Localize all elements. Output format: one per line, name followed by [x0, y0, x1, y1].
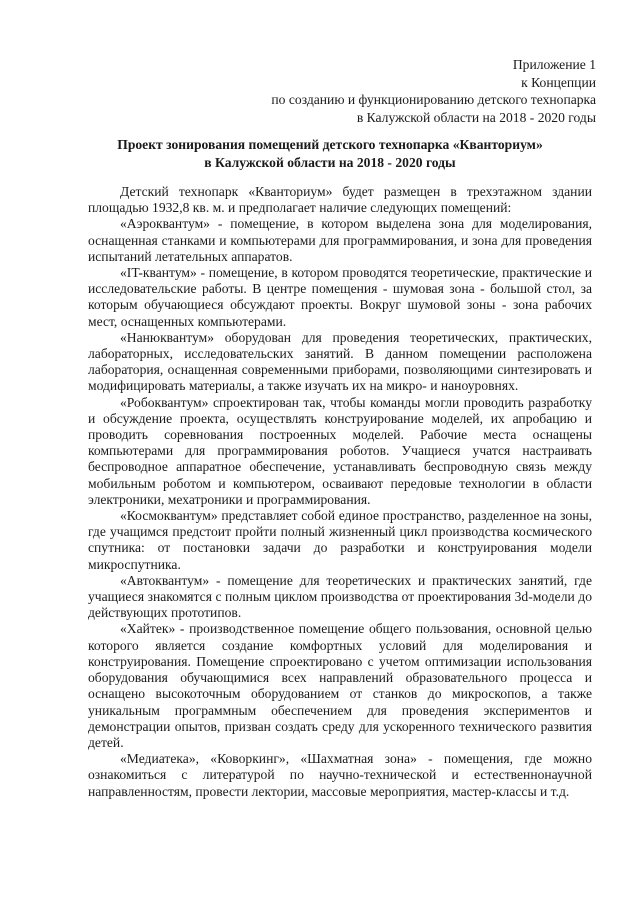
paragraph-cosmoquantum: «Космоквантум» представляет собой единое пространство, разделенное на зоны, где учащимся предстоит пройти полный жизненный цикл производства космического спутника: от постановки задачи до разработки и конструирования модели микроспутника.	[88, 508, 592, 572]
appendix-line-4: в Калужской области на 2018 - 2020 годы	[356, 109, 596, 125]
paragraph-autoquantum: «Автоквантум» - помещение для теоретических и практических занятий, где учащиеся знакомятся с полным циклом производства от проектирования 3d-модели до действующих прототипов.	[88, 572, 592, 621]
paragraph-hitech: «Хайтек» - производственное помещение общего пользования, основной целью которого является создание комфортных условий для моделирования и конструирования. Помещение спроектировано с учетом оптимизации использования оборудования обучающимися всех направлений образовательного процесса и оснащено высокоточным оборудованием от станков до микроскопов, а также уникальным программным обеспечением для проведения экспериментов и демонстрации опытов, призван создать среду для ускоренного технического развития детей.	[88, 621, 592, 750]
title-line-2: в Калужской области на 2018 - 2020 годы	[204, 154, 456, 170]
appendix-line-2: к Концепции	[521, 74, 596, 90]
title-line-1: Проект зонирования помещений детского технопарка «Кванториум»	[117, 137, 543, 152]
document-body	[88, 184, 592, 800]
appendix-line-1: Приложение 1	[512, 57, 596, 72]
appendix-header	[176, 56, 596, 126]
paragraph-it-quantum: «IT-квантум» - помещение, в котором проводятся теоретические, практические и исследовательские работы. В центре помещения - шумовая зона - большой стол, за которым обучающиеся обсуждают проекты. Вокруг шумовой зоны - зона рабочих мест, оснащенных компьютерами.	[88, 265, 592, 329]
paragraph-media-library: «Медиатека», «Коворкинг», «Шахматная зона» - помещения, где можно ознакомиться с литературой по научно-технической и естественнонаучной направленностям, провести лектории, массовые мероприятия, мастер-классы и т.д.	[88, 751, 592, 799]
paragraph-nanoquantum: «Нанюквантум» оборудован для проведения теоретических, практических, лабораторных, исследовательских занятий. В данном помещении расположена лаборатория, оснащенная современными приборами, позволяющими синтезировать и модифицировать материалы, а также изучать их на микро- и наноуровнях.	[88, 329, 592, 394]
paragraph-aeroquantum: «Аэроквантум» - помещение, в котором выделена зона для моделирования, оснащенная станками и компьютерами для программирования, и зона для проведения испытаний летательных аппаратов.	[88, 216, 592, 264]
paragraph-intro: Детский технопарк «Кванториум» будет размещен в трехэтажном здании площадью 1932,8 кв. м. и предполагает наличие следующих помещений:	[88, 184, 592, 216]
appendix-line-3: по созданию и функционированию детского технопарка	[271, 92, 596, 108]
document-title	[70, 136, 590, 171]
paragraph-roboquantum: «Робоквантум» спроектирован так, чтобы команды могли проводить разработку и обсуждение проекта, осуществлять конструирование моделей, их апробацию и проводить соревнования построенных моделей. Рабочие места оснащены компьютерами для программирования роботов. Учащиеся учатся настраивать беспроводное аппаратное обеспечение, устанавливать беспроводную связь между мобильным роботом и компьютером, осваивают передовые технологии в области электроники, мехатроники и программирования.	[88, 394, 592, 507]
